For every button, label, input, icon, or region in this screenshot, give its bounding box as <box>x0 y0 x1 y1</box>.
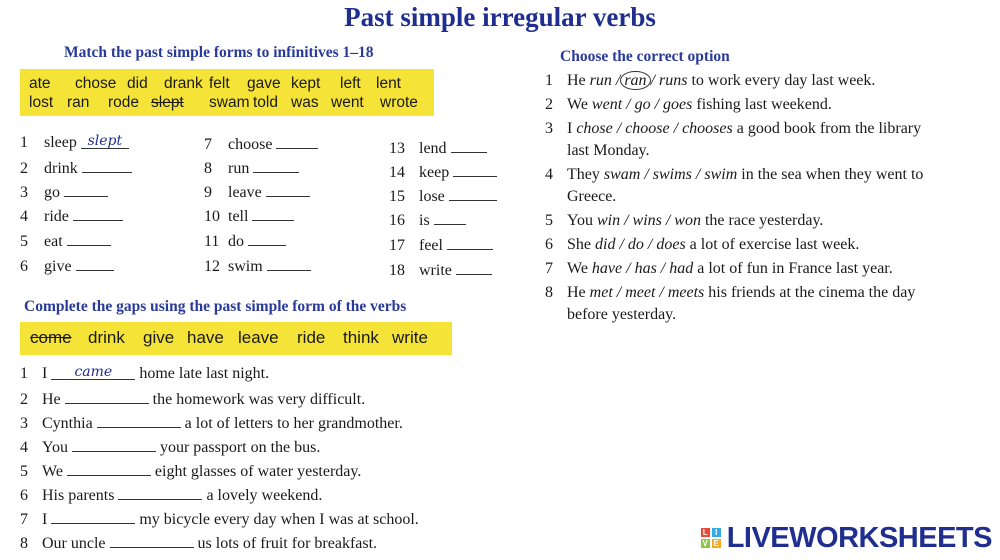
choose-sentence <box>545 236 859 254</box>
item-number: 3 <box>20 415 28 432</box>
match-item <box>204 158 299 178</box>
word-box-item: ran <box>67 94 90 111</box>
match-item <box>389 186 497 206</box>
item-number: 6 <box>545 236 553 253</box>
sentence-end: us lots of fruit for breakfast. <box>197 535 378 552</box>
item-number: 8 <box>20 535 28 552</box>
logo-text: LIVEWORKSHEETS <box>726 521 992 554</box>
sentence-end: my bicycle every day when I was at school. <box>139 511 419 528</box>
answer-blank[interactable] <box>64 182 108 197</box>
item-number: 3 <box>20 184 28 201</box>
word-box-item: did <box>127 75 148 92</box>
word-box-item: felt <box>209 75 230 92</box>
sentence-end: the race yesterday. <box>704 212 824 229</box>
answer-blank[interactable] <box>252 206 294 221</box>
logo-grid-tile: I <box>712 528 721 537</box>
item-number: 9 <box>204 184 212 201</box>
choose-sentence <box>545 120 921 138</box>
sentence-start: We <box>42 463 63 480</box>
match-item <box>20 182 108 202</box>
answer-blank[interactable] <box>456 260 492 275</box>
word-box-item: was <box>291 94 319 111</box>
match-item <box>389 235 493 255</box>
gap-sentence <box>20 509 419 529</box>
word-box-item: lent <box>376 75 401 92</box>
answer-blank[interactable] <box>447 235 493 250</box>
word-box-item: gave <box>247 75 281 92</box>
logo-grid-tile: V <box>702 539 708 548</box>
item-word: go <box>44 184 60 201</box>
sentence-start: You <box>42 439 68 456</box>
item-number: 6 <box>20 258 28 275</box>
item-number: 11 <box>204 233 220 250</box>
sentence-end: a lot of exercise last week. <box>689 236 860 253</box>
match-item <box>389 138 487 158</box>
item-number: 7 <box>204 136 212 153</box>
answer-blank[interactable] <box>51 509 135 524</box>
word-box-item: told <box>253 94 278 111</box>
match-item <box>204 182 310 202</box>
word-box-item: swam <box>209 94 250 111</box>
word-box-item: give <box>143 328 175 347</box>
gap-sentence <box>20 365 269 383</box>
word-box-item: chose <box>75 75 117 92</box>
answer-blank[interactable] <box>67 231 111 246</box>
choose-sentence-continued: Greece. <box>567 188 617 205</box>
item-number: 2 <box>20 391 28 408</box>
sentence-end: in the sea when they went to <box>741 166 924 183</box>
answer-blank[interactable] <box>76 256 114 271</box>
item-number: 12 <box>204 258 220 275</box>
match-item <box>389 210 466 230</box>
sentence-start: I <box>567 120 573 137</box>
answer-blank[interactable] <box>449 186 497 201</box>
option-choices[interactable]: did / do / does <box>595 236 686 253</box>
handwritten-answer: came <box>74 364 113 380</box>
choose-sentence <box>545 212 823 230</box>
page-title: Past simple irregular verbs <box>344 2 656 32</box>
item-number: 8 <box>204 160 212 177</box>
option-choices[interactable]: chose / choose / chooses <box>576 120 733 137</box>
sentence-end: the homework was very difficult. <box>152 391 366 408</box>
answer-blank[interactable] <box>65 389 149 404</box>
item-word: feel <box>419 237 443 254</box>
sentence-end: a lot of letters to her grandmother. <box>184 415 403 432</box>
item-number: 3 <box>545 120 553 137</box>
word-box-item: drink <box>88 328 125 347</box>
answer-blank[interactable] <box>253 158 299 173</box>
word-box-item: left <box>340 75 361 92</box>
sentence-start: We <box>567 96 588 113</box>
answer-blank[interactable] <box>82 158 132 173</box>
sentence-end: a good book from the library <box>736 120 922 137</box>
item-number: 5 <box>545 212 553 229</box>
item-word: do <box>228 233 244 250</box>
answer-blank[interactable] <box>110 533 194 548</box>
answer-blank[interactable] <box>267 256 311 271</box>
option-choices[interactable]: swam / swims / swim <box>603 166 738 183</box>
item-number: 7 <box>20 511 28 528</box>
item-number: 14 <box>389 164 405 181</box>
answer-blank[interactable] <box>266 182 310 197</box>
choose-sentence-continued: before yesterday. <box>567 306 677 323</box>
gaps-word-box <box>20 322 452 355</box>
sentence-end: fishing last weekend. <box>696 96 832 113</box>
gap-sentence <box>20 461 361 481</box>
gap-sentence <box>20 533 377 553</box>
option-choices[interactable]: met / meet / meets <box>589 284 705 301</box>
word-box-item: drank <box>164 75 203 92</box>
word-box-item: kept <box>291 75 321 92</box>
option-choices[interactable]: win / wins / won <box>596 212 701 229</box>
match-item <box>20 158 132 178</box>
liveworksheets-logo <box>701 521 992 555</box>
sentence-start: Cynthia <box>42 415 93 432</box>
item-number: 1 <box>20 365 28 382</box>
handwritten-answer: slept <box>87 133 123 149</box>
answer-blank[interactable] <box>453 162 497 177</box>
sentence-start: I <box>42 511 48 528</box>
choose-heading: Choose the correct option <box>560 48 730 65</box>
item-word: ride <box>44 208 69 225</box>
item-word: keep <box>419 164 450 181</box>
choose-sentence <box>545 72 875 90</box>
match-item <box>20 231 111 251</box>
match-item <box>20 134 129 152</box>
answer-blank[interactable] <box>67 461 151 476</box>
match-item <box>389 260 492 280</box>
item-word: eat <box>44 233 63 250</box>
answer-blank[interactable] <box>73 206 123 221</box>
sentence-end: eight glasses of water yesterday. <box>154 463 362 480</box>
item-word: drink <box>44 160 78 177</box>
item-number: 16 <box>389 212 405 229</box>
item-word: tell <box>228 208 249 225</box>
option-choices[interactable]: run / <box>589 72 621 89</box>
word-box-item: have <box>187 328 224 347</box>
match-item <box>389 162 497 182</box>
item-number: 17 <box>389 237 405 254</box>
sentence-start: She <box>567 236 591 253</box>
match-item <box>20 256 114 276</box>
answer-blank[interactable] <box>72 437 156 452</box>
item-word: give <box>44 258 72 275</box>
sentence-end: to work every day last week. <box>691 72 876 89</box>
option-choices[interactable]: have / has / had <box>591 260 694 277</box>
logo-grid-tile: L <box>701 528 710 537</box>
sentence-start: His parents <box>42 487 115 504</box>
sentence-start: They <box>567 166 600 183</box>
option-choices[interactable]: / runs <box>650 72 688 89</box>
word-box-item: ride <box>297 328 326 347</box>
item-number: 6 <box>20 487 28 504</box>
word-box-item: ate <box>29 75 51 92</box>
word-box-item: come <box>30 328 72 347</box>
match-item <box>20 206 123 226</box>
item-number: 1 <box>545 72 553 89</box>
item-number: 1 <box>20 134 28 151</box>
answer-blank[interactable] <box>81 134 129 149</box>
logo-grid-icon <box>701 528 721 548</box>
item-number: 2 <box>20 160 28 177</box>
item-number: 4 <box>545 166 553 183</box>
item-word: choose <box>228 136 273 153</box>
item-number: 5 <box>20 463 28 480</box>
choose-sentence-continued: last Monday. <box>567 142 650 159</box>
sentence-end: his friends at the cinema the day <box>708 284 916 301</box>
answer-blank[interactable] <box>248 231 286 246</box>
gap-sentence <box>20 389 365 409</box>
match-heading: Match the past simple forms to infinitives 1–18 <box>64 44 374 61</box>
match-item <box>204 134 318 154</box>
match-item <box>204 231 286 251</box>
sentence-start: You <box>567 212 593 229</box>
match-item <box>204 256 311 276</box>
sentence-end: home late last night. <box>139 365 270 382</box>
item-word: write <box>419 262 452 279</box>
item-word: run <box>228 160 250 177</box>
word-box-item: slept <box>151 94 184 111</box>
sentence-start: He <box>567 72 586 89</box>
word-box-item: wrote <box>380 94 418 111</box>
word-box-item: write <box>392 328 428 347</box>
gap-sentence <box>20 413 403 433</box>
item-number: 8 <box>545 284 553 301</box>
match-item <box>204 206 294 226</box>
sentence-end: a lot of fun in France last year. <box>697 260 893 277</box>
sentence-end: your passport on the bus. <box>159 439 321 456</box>
item-number: 18 <box>389 262 405 279</box>
answer-blank[interactable] <box>97 413 181 428</box>
item-number: 10 <box>204 208 220 225</box>
choose-sentence <box>545 166 923 184</box>
sentence-start: Our uncle <box>42 535 106 552</box>
word-box-item: leave <box>238 328 279 347</box>
item-word: swim <box>228 258 263 275</box>
sentence-start: He <box>42 391 61 408</box>
circled-answer[interactable]: ran <box>620 71 650 90</box>
answer-blank[interactable] <box>276 134 318 149</box>
choose-sentence <box>545 96 832 114</box>
item-number: 7 <box>545 260 553 277</box>
item-word: lose <box>419 188 445 205</box>
word-box-item: lost <box>29 94 54 111</box>
sentence-end: a lovely weekend. <box>206 487 323 504</box>
item-word: lend <box>419 140 447 157</box>
item-number: 5 <box>20 233 28 250</box>
sentence-start: He <box>567 284 586 301</box>
option-choices[interactable]: went / go / goes <box>591 96 693 113</box>
item-number: 4 <box>20 439 28 456</box>
choose-sentence <box>545 284 915 302</box>
sentence-start: I <box>42 365 48 382</box>
item-word: leave <box>228 184 262 201</box>
item-number: 4 <box>20 208 28 225</box>
gap-sentence <box>20 485 322 505</box>
match-word-box <box>20 69 434 116</box>
word-box-item: rode <box>108 94 140 111</box>
item-number: 15 <box>389 188 405 205</box>
item-number: 2 <box>545 96 553 113</box>
answer-blank[interactable] <box>451 138 487 153</box>
item-word: sleep <box>44 134 77 151</box>
choose-sentence <box>545 260 893 278</box>
logo-grid-tile: E <box>713 539 719 548</box>
gaps-heading: Complete the gaps using the past simple form of the verbs <box>24 298 407 315</box>
answer-blank[interactable] <box>51 365 135 380</box>
answer-blank[interactable] <box>434 210 466 225</box>
item-word: is <box>419 212 430 229</box>
answer-blank[interactable] <box>118 485 202 500</box>
word-box-item: went <box>331 94 364 111</box>
gap-sentence <box>20 437 320 457</box>
sentence-start: We <box>567 260 588 277</box>
item-number: 13 <box>389 140 405 157</box>
word-box-item: think <box>343 328 379 347</box>
